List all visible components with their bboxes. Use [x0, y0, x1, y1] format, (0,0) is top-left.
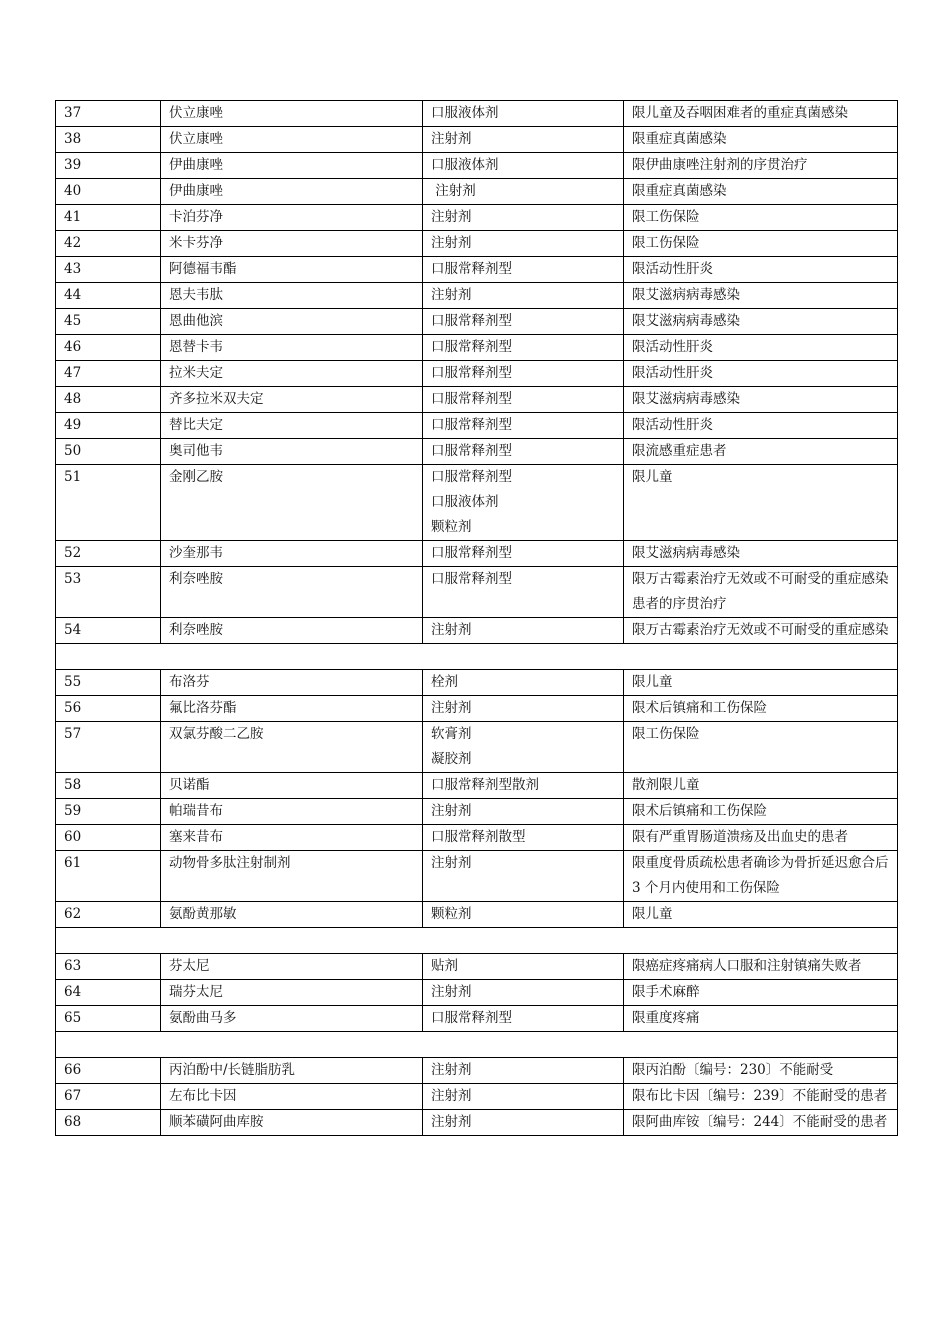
table-row — [56, 567, 898, 618]
dosage-form-line: 注射剂 — [431, 1062, 472, 1078]
table-row — [56, 231, 898, 257]
cell-drug-name: 氨酚曲马多 — [161, 1006, 423, 1032]
table-row — [56, 773, 898, 799]
cell-number: 68 — [56, 1110, 161, 1136]
cell-number: 44 — [56, 283, 161, 309]
table-row — [56, 902, 898, 928]
cell-dosage-form — [423, 618, 624, 644]
dosage-form-line: 口服常释剂型 — [431, 417, 512, 433]
table-row — [56, 413, 898, 439]
cell-restriction: 限艾滋病病毒感染 — [624, 541, 898, 567]
table-row — [56, 127, 898, 153]
cell-restriction: 限手术麻醉 — [624, 980, 898, 1006]
section-separator-row — [56, 644, 898, 670]
dosage-form-line: 口服液体剂 — [431, 494, 499, 510]
section-separator-row — [56, 928, 898, 954]
cell-restriction: 限儿童 — [624, 902, 898, 928]
table-row — [56, 954, 898, 980]
cell-number: 45 — [56, 309, 161, 335]
cell-drug-name: 氨酚黄那敏 — [161, 902, 423, 928]
dosage-form-line: 口服液体剂 — [431, 157, 499, 173]
cell-dosage-form — [423, 309, 624, 335]
dosage-form-line: 栓剂 — [431, 674, 458, 690]
dosage-form-line: 注射剂 — [431, 700, 472, 716]
cell-drug-name: 丙泊酚中/长链脂肪乳 — [161, 1058, 423, 1084]
cell-dosage-form — [423, 670, 624, 696]
cell-drug-name: 拉米夫定 — [161, 361, 423, 387]
cell-dosage-form — [423, 413, 624, 439]
cell-drug-name: 恩替卡韦 — [161, 335, 423, 361]
table-row — [56, 670, 898, 696]
cell-dosage-form — [423, 902, 624, 928]
dosage-form-line: 口服常释剂型 — [431, 1010, 512, 1026]
table-row — [56, 153, 898, 179]
separator-cell — [56, 928, 898, 954]
dosage-form-line: 口服液体剂 — [431, 105, 499, 121]
cell-number: 48 — [56, 387, 161, 413]
dosage-form-line: 口服常释剂型 — [431, 391, 512, 407]
cell-drug-name: 伏立康唑 — [161, 101, 423, 127]
cell-drug-name: 替比夫定 — [161, 413, 423, 439]
cell-dosage-form — [423, 825, 624, 851]
table-row — [56, 439, 898, 465]
cell-restriction: 限活动性肝炎 — [624, 413, 898, 439]
dosage-form-line: 注射剂 — [431, 803, 472, 819]
cell-number: 43 — [56, 257, 161, 283]
cell-number: 62 — [56, 902, 161, 928]
table-row — [56, 179, 898, 205]
separator-cell — [56, 1032, 898, 1058]
dosage-form-line: 口服常释剂型 — [431, 545, 512, 561]
dosage-form-line: 口服常释剂型 — [431, 571, 512, 587]
table-row — [56, 541, 898, 567]
cell-number: 38 — [56, 127, 161, 153]
cell-dosage-form — [423, 954, 624, 980]
cell-drug-name: 塞来昔布 — [161, 825, 423, 851]
cell-drug-name: 伏立康唑 — [161, 127, 423, 153]
cell-number: 42 — [56, 231, 161, 257]
cell-number: 50 — [56, 439, 161, 465]
cell-drug-name: 恩夫韦肽 — [161, 283, 423, 309]
cell-restriction: 限艾滋病病毒感染 — [624, 309, 898, 335]
cell-restriction: 限重症真菌感染 — [624, 179, 898, 205]
dosage-form-line: 注射剂 — [431, 209, 472, 225]
cell-drug-name: 动物骨多肽注射制剂 — [161, 851, 423, 902]
table-row — [56, 851, 898, 902]
cell-restriction: 限术后镇痛和工伤保险 — [624, 696, 898, 722]
table-row — [56, 1110, 898, 1136]
cell-dosage-form — [423, 1084, 624, 1110]
table-row — [56, 1006, 898, 1032]
cell-drug-name: 瑞芬太尼 — [161, 980, 423, 1006]
dosage-form-line: 注射剂 — [431, 622, 472, 638]
dosage-form-line: 软膏剂 — [431, 726, 472, 742]
cell-number: 59 — [56, 799, 161, 825]
cell-restriction: 限丙泊酚〔编号：230〕不能耐受 — [624, 1058, 898, 1084]
dosage-form-line: 凝胶剂 — [431, 751, 472, 767]
table-row — [56, 101, 898, 127]
cell-dosage-form — [423, 387, 624, 413]
cell-restriction: 限儿童 — [624, 465, 898, 541]
drug-restriction-table — [55, 100, 898, 1136]
cell-dosage-form — [423, 205, 624, 231]
cell-number: 39 — [56, 153, 161, 179]
cell-restriction: 限重症真菌感染 — [624, 127, 898, 153]
cell-drug-name: 伊曲康唑 — [161, 179, 423, 205]
cell-number: 49 — [56, 413, 161, 439]
cell-dosage-form — [423, 1058, 624, 1084]
cell-dosage-form — [423, 101, 624, 127]
cell-restriction: 限万古霉素治疗无效或不可耐受的重症感染 — [624, 618, 898, 644]
table-row — [56, 980, 898, 1006]
cell-restriction: 限艾滋病病毒感染 — [624, 283, 898, 309]
cell-restriction: 限布比卡因〔编号：239〕不能耐受的患者 — [624, 1084, 898, 1110]
table-row — [56, 309, 898, 335]
cell-restriction: 限儿童及吞咽困难者的重症真菌感染 — [624, 101, 898, 127]
cell-restriction: 限万古霉素治疗无效或不可耐受的重症感染患者的序贯治疗 — [624, 567, 898, 618]
dosage-form-line: 口服常释剂型 — [431, 261, 512, 277]
section-separator-row — [56, 1032, 898, 1058]
cell-dosage-form — [423, 465, 624, 541]
cell-drug-name: 利奈唑胺 — [161, 567, 423, 618]
cell-number: 55 — [56, 670, 161, 696]
cell-number: 67 — [56, 1084, 161, 1110]
dosage-form-line: 注射剂 — [431, 183, 476, 199]
cell-restriction: 限阿曲库铵〔编号：244〕不能耐受的患者 — [624, 1110, 898, 1136]
cell-dosage-form — [423, 980, 624, 1006]
table-row — [56, 387, 898, 413]
cell-number: 66 — [56, 1058, 161, 1084]
cell-dosage-form — [423, 283, 624, 309]
cell-restriction: 限活动性肝炎 — [624, 257, 898, 283]
cell-drug-name: 沙奎那韦 — [161, 541, 423, 567]
cell-dosage-form — [423, 1006, 624, 1032]
cell-number: 37 — [56, 101, 161, 127]
cell-number: 54 — [56, 618, 161, 644]
cell-number: 65 — [56, 1006, 161, 1032]
table-row — [56, 799, 898, 825]
cell-dosage-form — [423, 799, 624, 825]
cell-dosage-form — [423, 257, 624, 283]
cell-drug-name: 双氯芬酸二乙胺 — [161, 722, 423, 773]
dosage-form-line: 颗粒剂 — [431, 906, 472, 922]
cell-number: 58 — [56, 773, 161, 799]
table-row — [56, 618, 898, 644]
table-row — [56, 205, 898, 231]
cell-drug-name: 芬太尼 — [161, 954, 423, 980]
dosage-form-line: 口服常释剂型 — [431, 313, 512, 329]
cell-dosage-form — [423, 696, 624, 722]
cell-dosage-form — [423, 231, 624, 257]
cell-number: 40 — [56, 179, 161, 205]
table-row — [56, 465, 898, 541]
cell-dosage-form — [423, 1110, 624, 1136]
cell-drug-name: 氟比洛芬酯 — [161, 696, 423, 722]
cell-number: 51 — [56, 465, 161, 541]
cell-restriction: 限工伤保险 — [624, 231, 898, 257]
cell-restriction: 限重度骨质疏松患者确诊为骨折延迟愈合后 3 个月内使用和工伤保险 — [624, 851, 898, 902]
dosage-form-line: 注射剂 — [431, 1088, 472, 1104]
dosage-form-line: 口服常释剂型 — [431, 365, 512, 381]
cell-dosage-form — [423, 179, 624, 205]
cell-restriction: 限艾滋病病毒感染 — [624, 387, 898, 413]
dosage-form-line: 口服常释剂型 — [431, 339, 512, 355]
dosage-form-line: 口服常释剂型 — [431, 443, 512, 459]
cell-restriction: 限有严重胃肠道溃疡及出血史的患者 — [624, 825, 898, 851]
cell-restriction: 限儿童 — [624, 670, 898, 696]
cell-restriction: 限活动性肝炎 — [624, 335, 898, 361]
cell-restriction: 限重度疼痛 — [624, 1006, 898, 1032]
cell-drug-name: 金刚乙胺 — [161, 465, 423, 541]
separator-cell — [56, 644, 898, 670]
table-row — [56, 1058, 898, 1084]
cell-drug-name: 帕瑞昔布 — [161, 799, 423, 825]
cell-drug-name: 米卡芬净 — [161, 231, 423, 257]
cell-number: 64 — [56, 980, 161, 1006]
cell-number: 53 — [56, 567, 161, 618]
cell-dosage-form — [423, 335, 624, 361]
cell-number: 63 — [56, 954, 161, 980]
cell-dosage-form — [423, 722, 624, 773]
cell-drug-name: 恩曲他滨 — [161, 309, 423, 335]
cell-restriction: 限流感重症患者 — [624, 439, 898, 465]
table-row — [56, 1084, 898, 1110]
cell-drug-name: 阿德福韦酯 — [161, 257, 423, 283]
cell-number: 56 — [56, 696, 161, 722]
dosage-form-line: 颗粒剂 — [431, 519, 472, 535]
cell-dosage-form — [423, 541, 624, 567]
cell-dosage-form — [423, 153, 624, 179]
table-row — [56, 257, 898, 283]
dosage-form-line: 注射剂 — [431, 131, 472, 147]
cell-dosage-form — [423, 361, 624, 387]
table-row — [56, 722, 898, 773]
cell-drug-name: 卡泊芬净 — [161, 205, 423, 231]
cell-number: 46 — [56, 335, 161, 361]
dosage-form-line: 贴剂 — [431, 958, 458, 974]
cell-drug-name: 布洛芬 — [161, 670, 423, 696]
cell-drug-name: 齐多拉米双夫定 — [161, 387, 423, 413]
cell-dosage-form — [423, 773, 624, 799]
dosage-form-line: 口服常释剂型散剂 — [431, 777, 539, 793]
cell-number: 60 — [56, 825, 161, 851]
cell-restriction: 限伊曲康唑注射剂的序贯治疗 — [624, 153, 898, 179]
cell-drug-name: 奥司他韦 — [161, 439, 423, 465]
cell-restriction: 限癌症疼痛病人口服和注射镇痛失败者 — [624, 954, 898, 980]
cell-drug-name: 伊曲康唑 — [161, 153, 423, 179]
cell-restriction: 散剂限儿童 — [624, 773, 898, 799]
table-row — [56, 335, 898, 361]
cell-number: 57 — [56, 722, 161, 773]
cell-drug-name: 左布比卡因 — [161, 1084, 423, 1110]
cell-restriction: 限工伤保险 — [624, 722, 898, 773]
table-body — [56, 101, 898, 1136]
cell-dosage-form — [423, 439, 624, 465]
dosage-form-line: 口服常释剂散型 — [431, 829, 526, 845]
dosage-form-line: 注射剂 — [431, 984, 472, 1000]
dosage-form-line: 注射剂 — [431, 855, 472, 871]
cell-drug-name: 顺苯磺阿曲库胺 — [161, 1110, 423, 1136]
cell-drug-name: 贝诺酯 — [161, 773, 423, 799]
table-row — [56, 825, 898, 851]
table-row — [56, 361, 898, 387]
table-row — [56, 696, 898, 722]
cell-drug-name: 利奈唑胺 — [161, 618, 423, 644]
cell-restriction: 限活动性肝炎 — [624, 361, 898, 387]
dosage-form-line: 注射剂 — [431, 1114, 472, 1130]
cell-number: 41 — [56, 205, 161, 231]
table-row — [56, 283, 898, 309]
cell-number: 61 — [56, 851, 161, 902]
dosage-form-line: 注射剂 — [431, 235, 472, 251]
cell-dosage-form — [423, 851, 624, 902]
dosage-form-line: 口服常释剂型 — [431, 469, 512, 485]
cell-dosage-form — [423, 127, 624, 153]
dosage-form-line: 注射剂 — [431, 287, 472, 303]
cell-dosage-form — [423, 567, 624, 618]
cell-restriction: 限术后镇痛和工伤保险 — [624, 799, 898, 825]
cell-number: 52 — [56, 541, 161, 567]
cell-restriction: 限工伤保险 — [624, 205, 898, 231]
cell-number: 47 — [56, 361, 161, 387]
